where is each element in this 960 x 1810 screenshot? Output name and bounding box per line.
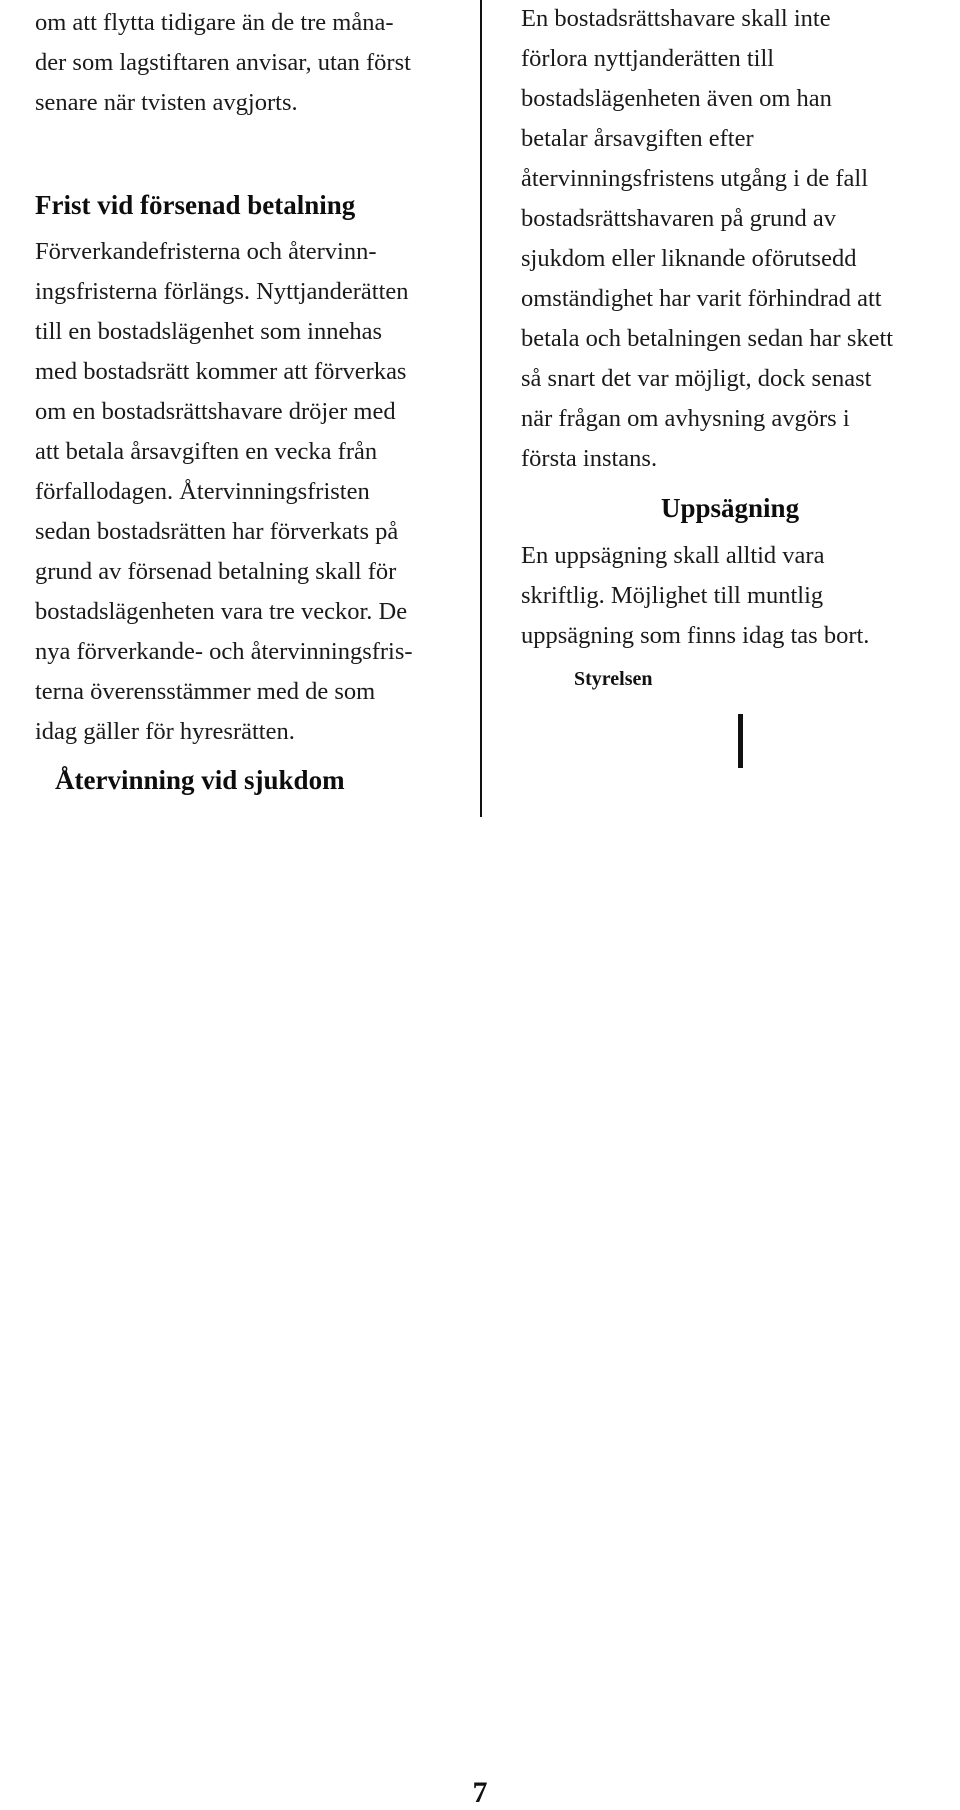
- body-text-line: der som lagstiftaren anvisar, utan först: [35, 49, 411, 76]
- body-text-line: förfallodagen. Återvinningsfristen: [35, 478, 370, 505]
- body-text-line: första instans.: [521, 445, 658, 472]
- section-heading-frist: Frist vid försenad betalning: [35, 190, 356, 220]
- body-text-line: när frågan om avhysning avgörs i: [521, 405, 850, 432]
- body-text-line: bostadsrättshavaren på grund av: [521, 205, 836, 232]
- vertical-bar-mark: [738, 714, 743, 768]
- body-text-line: sjukdom eller liknande oförutsedd: [521, 245, 857, 272]
- body-text-line: skriftlig. Möjlighet till muntlig: [521, 582, 824, 609]
- body-text-line: betalar årsavgiften efter: [521, 125, 754, 152]
- signature-text: Styrelsen: [574, 668, 653, 690]
- body-text-line: till en bostadslägenhet som innehas: [35, 318, 383, 345]
- body-text-line: förlora nyttjanderätten till: [521, 45, 775, 72]
- body-text-line: betala och betalningen sedan har skett: [521, 325, 894, 352]
- body-text-line: bostadslägenheten även om han: [521, 85, 832, 112]
- body-text-line: En uppsägning skall alltid vara: [521, 542, 825, 569]
- body-text-line: idag gäller för hyresrätten.: [35, 718, 295, 745]
- body-text-line: terna överensstämmer med de som: [35, 678, 376, 705]
- body-text-line: omständighet har varit förhindrad att: [521, 285, 882, 312]
- body-text-line: sedan bostadsrätten har förverkats på: [35, 518, 399, 545]
- section-heading-atervinning: Återvinning vid sjukdom: [55, 765, 345, 795]
- body-text-line: med bostadsrätt kommer att förverkas: [35, 358, 407, 385]
- body-text-line: uppsägning som finns idag tas bort.: [521, 622, 870, 649]
- body-text-line: att betala årsavgiften en vecka från: [35, 438, 378, 465]
- body-text-line: återvinningsfristens utgång i de fall: [521, 165, 868, 192]
- section-heading-uppsagning: Uppsägning: [661, 493, 800, 523]
- page-number: 7: [472, 1776, 488, 1809]
- body-text-line: så snart det var möjligt, dock senast: [521, 365, 872, 392]
- body-text-line: om att flytta tidigare än de tre måna-: [35, 9, 394, 36]
- body-text-line: om en bostadsrättshavare dröjer med: [35, 398, 396, 425]
- left-column: [35, 0, 475, 800]
- body-text-line: Förverkandefristerna och återvinn-: [35, 238, 377, 265]
- body-text-line: ingsfristerna förlängs. Nyttjanderätten: [35, 278, 409, 305]
- body-text-line: bostadslägenheten vara tre veckor. De: [35, 598, 408, 625]
- body-text-line: grund av försenad betalning skall för: [35, 558, 397, 585]
- body-text-line: nya förverkande- och återvinningsfris-: [35, 638, 413, 665]
- column-divider: [480, 0, 482, 817]
- body-text-line: senare när tvisten avgjorts.: [35, 89, 298, 116]
- body-text-line: En bostadsrättshavare skall inte: [521, 5, 831, 32]
- right-column: [521, 0, 946, 656]
